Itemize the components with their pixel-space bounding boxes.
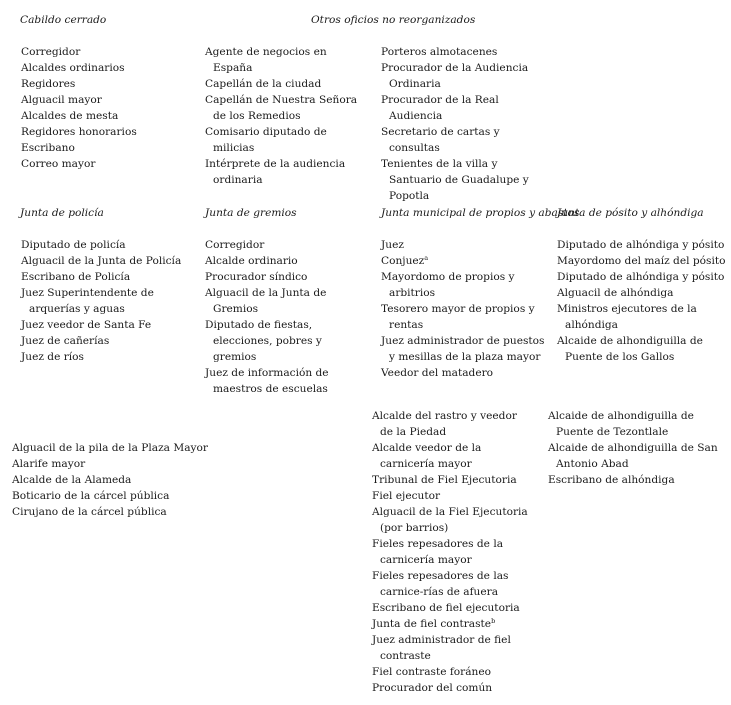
footnote-marker: b (491, 617, 496, 625)
list-item: Alguacil de alhóndiga (557, 287, 674, 299)
list-item: Diputado de fiestas, elecciones, pobres y gremios (205, 319, 322, 363)
list-item: Veedor del matadero (381, 367, 494, 379)
list-item: Alcaide de alhondiguilla de Puente de Tezontlale (548, 410, 694, 438)
list-item: Ministros ejecutores de la alhóndiga (557, 303, 697, 331)
list-item: Tesorero mayor de propios y rentas (381, 303, 535, 331)
list-item: Procurador de la Audiencia Ordinaria (381, 62, 529, 90)
list-item: Capellán de Nuestra Señora de los Remedios (205, 94, 358, 122)
list-item: Procurador del común (372, 682, 493, 694)
list-item: Escribano de fiel ejecutoria (372, 602, 520, 614)
list-item: Agente de negocios en España (205, 46, 327, 74)
list-item: Alcalde veedor de la carnicería mayor (372, 442, 482, 470)
list-item: Alarife mayor (12, 458, 86, 470)
header-cabildo-cerrado: Cabildo cerrado (20, 14, 107, 26)
list-item: Juez administrador de fiel contraste (372, 634, 511, 662)
list-item: Diputado de policía (21, 239, 126, 251)
list-item: Comisario diputado de milicias (205, 126, 327, 154)
list-item: Corregidor (205, 239, 265, 251)
list-item: Diputado de alhóndiga y pósito (557, 271, 725, 283)
list-item: Alguacil de la Fiel Ejecutoria (por barrios) (372, 506, 528, 534)
header-junta-posito: Junta de pósito y alhóndiga (557, 207, 704, 219)
list-item: Juez administrador de puestos y mesillas de la plaza mayor (381, 335, 545, 363)
list-item: Alguacil mayor (21, 94, 102, 106)
header-junta-propios: Junta municipal de propios y abastos (381, 207, 580, 219)
list-item: Alcaldes de mesta (21, 110, 119, 122)
list-item: Junta de fiel contraste$^b$ (372, 617, 496, 630)
list-item: Diputado de alhóndiga y pósito (557, 239, 725, 251)
list-item: Juez (381, 239, 404, 251)
list-item: Juez veedor de Santa Fe (21, 319, 152, 331)
header-junta-policia: Junta de policía (20, 207, 104, 219)
header-junta-gremios: Junta de gremios (205, 207, 297, 219)
list-gremios (205, 237, 360, 397)
list-item: Mayordomo del maíz del pósito (557, 255, 726, 267)
list-item: Juez de ríos (21, 351, 84, 363)
list-item: Corregidor (21, 46, 81, 58)
list-item: Alguacil de la Junta de Gremios (205, 287, 327, 315)
list-item: Fiel ejecutor (372, 490, 441, 502)
list-propios-bottom (372, 408, 532, 696)
list-item: Escribano (21, 142, 75, 154)
list-otros-b (381, 44, 549, 204)
list-item: Intérprete de la audiencia ordinaria (205, 158, 346, 186)
list-item: Fiel contraste foráneo (372, 666, 492, 678)
list-item: Regidores (21, 78, 76, 90)
list-cabildo (21, 44, 191, 172)
list-item: Escribano de alhóndiga (548, 474, 675, 486)
list-item: Alcalde ordinario (205, 255, 298, 267)
list-item: Alcalde del rastro y veedor de la Piedad (372, 410, 517, 438)
list-item: Alcaldes ordinarios (21, 62, 125, 74)
list-propios-top (381, 237, 551, 381)
list-item: Tenientes de la villa y Santuario de Guadalupe y Popotla (381, 158, 529, 202)
list-item: Mayordomo de propios y arbitrios (381, 271, 515, 299)
list-item: Secretario de cartas y consultas (381, 126, 500, 154)
list-item: Procurador síndico (205, 271, 308, 283)
list-item: Escribano de Policía (21, 271, 131, 283)
list-item: Alcaide de alhondiguilla de San Antonio Abad (548, 442, 718, 470)
list-posito-bottom (548, 408, 718, 488)
list-item: Boticario de la cárcel pública (12, 490, 170, 502)
list-item: Conjuez$^a$ (381, 254, 429, 267)
footnote-marker: a (424, 254, 429, 262)
list-item: Porteros almotacenes (381, 46, 498, 58)
list-item: Alcalde de la Alameda (12, 474, 132, 486)
list-item: Juez Superintendente de arquerías y aguas (21, 287, 154, 315)
list-item: Alguacil de la pila de la Plaza Mayor (12, 442, 208, 454)
list-otros-a (205, 44, 365, 188)
list-item: Alguacil de la Junta de Policía (21, 255, 182, 267)
list-item: Capellán de la ciudad (205, 78, 322, 90)
list-item: Juez de cañerías (21, 335, 110, 347)
list-item: Correo mayor (21, 158, 96, 170)
list-item: Fieles repesadores de las carnice-rías de afuera (372, 570, 509, 598)
list-item: Cirujano de la cárcel pública (12, 506, 167, 518)
list-item: Fieles repesadores de la carnicería mayor (372, 538, 504, 566)
list-misc (12, 440, 212, 520)
list-policia (21, 237, 191, 365)
list-item: Alcaide de alhondiguilla de Puente de los Gallos (557, 335, 703, 363)
list-item: Regidores honorarios (21, 126, 137, 138)
list-item: Tribunal de Fiel Ejecutoria (372, 474, 517, 486)
header-otros-oficios: Otros oficios no reorganizados (311, 14, 476, 26)
list-item: Juez de información de maestros de escuelas (205, 367, 329, 395)
list-posito-top (557, 237, 727, 365)
list-item: Procurador de la Real Audiencia (381, 94, 499, 122)
